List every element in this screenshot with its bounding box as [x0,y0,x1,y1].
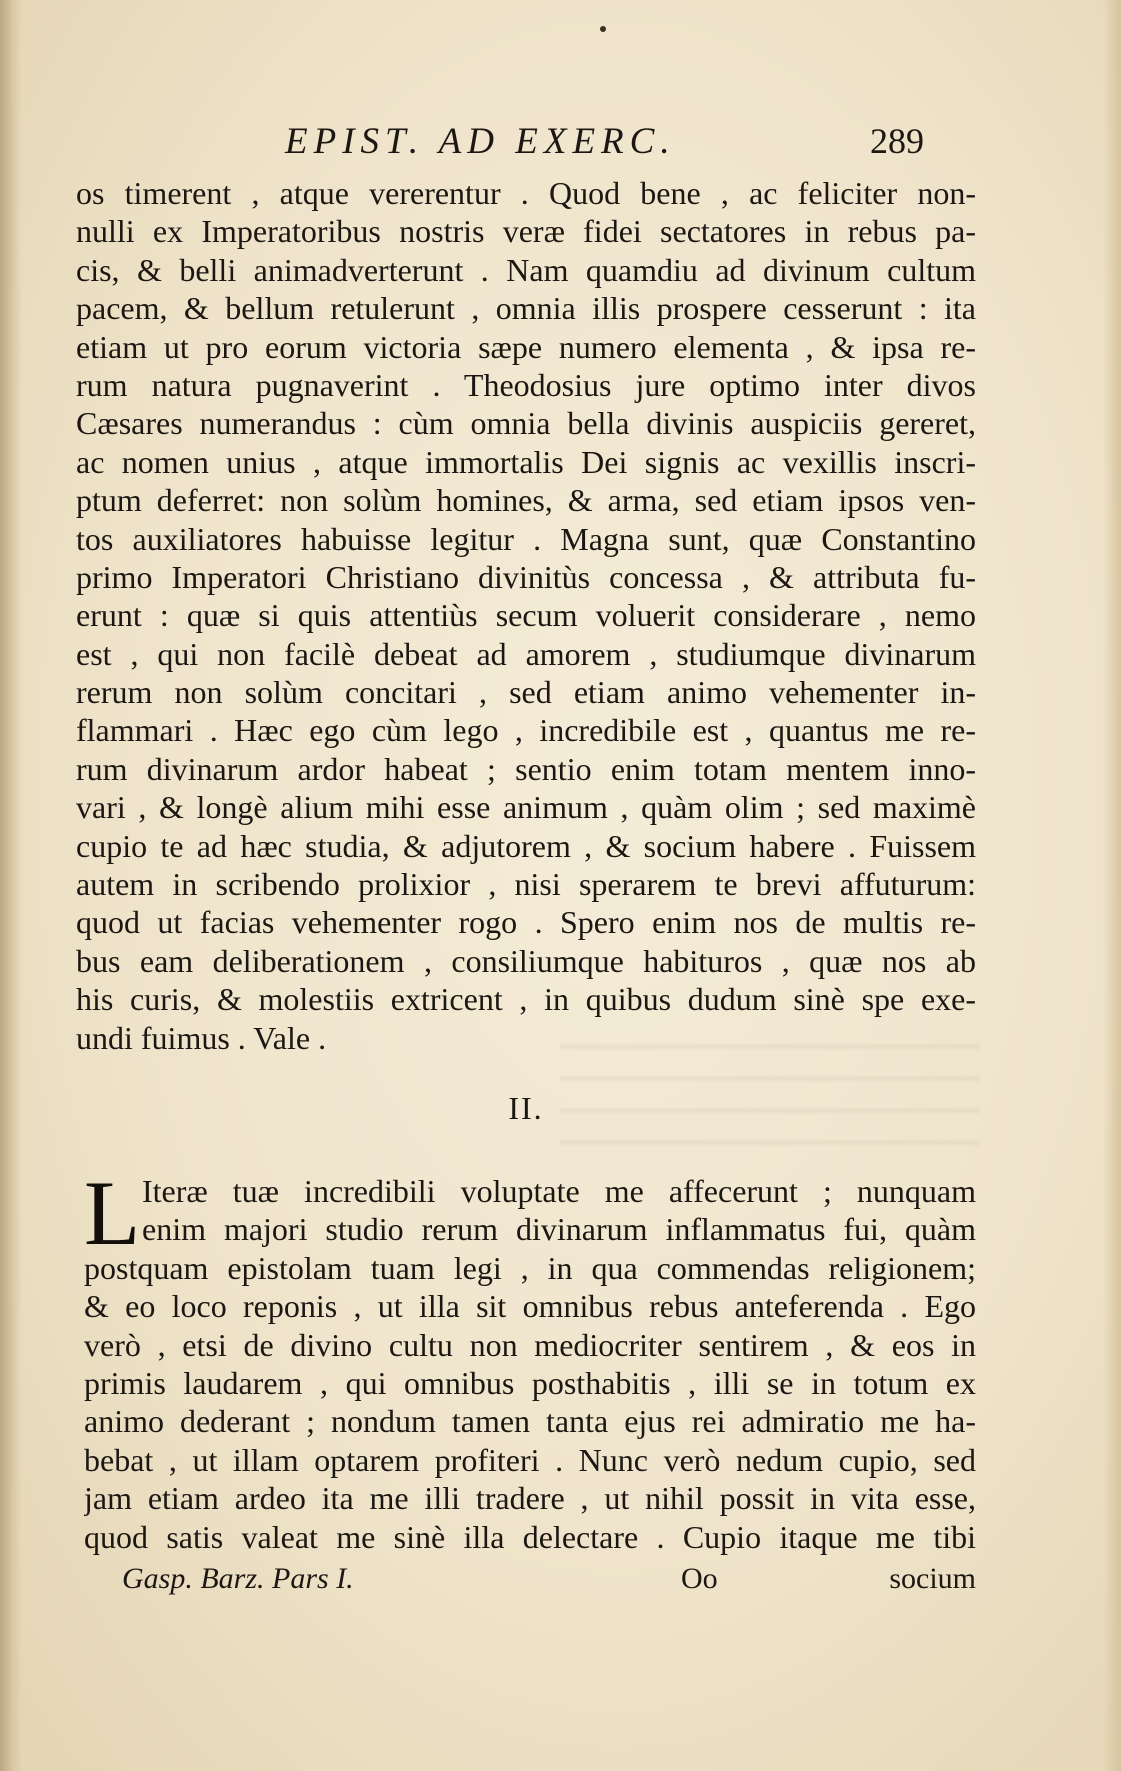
text-line: quod satis valeat me sinè illa delectare . Cupio itaque me tibi [84,1518,976,1555]
page-number: 289 [870,121,924,161]
text-line: nulli ex Imperatoribus nostris veræ fidei sectatores in rebus pa- [76,213,976,250]
signature-mark: Oo [681,1562,718,1595]
text-line: & eo loco reponis , ut illa sit omnibus rebus anteferenda . Ego [84,1288,976,1325]
text-line: enim majori studio rerum divinarum inflammatus fui, quàm [142,1211,976,1248]
text-line: rum natura pugnaverint . Theodosius jure optimo inter divos [76,366,976,403]
running-title: EPIST. AD EXERC. [285,121,676,162]
text-line: flammari . Hæc ego cùm lego , incredibile est , quantus me re- [76,712,976,749]
letter-one-text [76,174,976,1057]
catchword: socium [889,1562,976,1595]
text-line: ac nomen unius , atque immortalis Dei signis ac vexillis inscri- [76,443,976,480]
running-head [80,120,980,164]
gutter-shadow [0,0,22,1771]
text-line: os timerent , atque vererentur . Quod bene , ac feliciter non- [76,175,976,211]
page-edge-shadow [1103,0,1121,1771]
text-line: bus eam deliberationem , consiliumque habituros , quæ nos ab [76,942,976,979]
text-line: autem in scribendo prolixior , nisi sperarem te brevi affuturum: [76,866,976,903]
text-line: animo dederant ; nondum tamen tanta ejus rei admiratio me ha- [84,1403,976,1440]
page-footer [76,1562,976,1602]
text-line: cupio te ad hæc studia, & adjutorem , & socium habere . Fuissem [76,827,976,864]
text-line: cis, & belli animadverterunt . Nam quamdiu ad divinum cultum [76,251,976,288]
text-line: erunt : quæ si quis attentiùs secum voluerit considerare , nemo [76,597,976,634]
text-line: etiam ut pro eorum victoria sæpe numero elementa , & ipsa re- [76,328,976,365]
footer-source: Gasp. Barz. Pars I. [122,1562,354,1595]
text-line: jam etiam ardeo ita me illi tradere , ut nihil possit in vita esse, [84,1480,976,1517]
text-line: tos auxiliatores habuisse legitur . Magna sunt, quæ Constantino [76,520,976,557]
text-line: postquam epistolam tuam legi , in qua commendas religionem; [84,1249,976,1286]
text-line: quod ut facias vehementer rogo . Spero enim nos de multis re- [76,904,976,941]
text-line: verò , etsi de divino cultu non mediocriter sentirem , & eos in [84,1326,976,1363]
text-line: Cæsares numerandus : cùm omnia bella divinis auspiciis gereret, [76,405,976,442]
text-line: pacem, & bellum retulerunt , omnia illis prospere cesserunt : ita [76,290,976,327]
text-line: primis laudarem , qui omnibus posthabitis , illi se in totum ex [84,1364,976,1401]
drop-cap: L [84,1162,141,1264]
letter-two-text [84,1162,976,1556]
text-line: vari , & longè alium mihi esse animum , quàm olim ; sed maximè [76,789,976,826]
text-line-closing: undi fuimus . Vale . [76,1019,327,1056]
text-line: rum divinarum ardor habeat ; sentio enim totam mentem inno- [76,750,976,787]
section-numeral: II. [508,1090,544,1126]
text-line: Iteræ tuæ incredibili voluptate me affecerunt ; nunquam [142,1173,976,1209]
text-line: his curis, & molestiis extricent , in quibus dudum sinè spe exe- [76,981,976,1018]
text-line: ptum deferret: non solùm homines, & arma, sed etiam ipsos ven- [76,482,976,519]
text-line: primo Imperatori Christiano divinitùs concessa , & attributa fu- [76,558,976,595]
text-line: rerum non solùm concitari , sed etiam animo vehementer in- [76,674,976,711]
text-line: est , qui non facilè debeat ad amorem , studiumque divinarum [76,635,976,672]
ink-dot-mark [600,26,606,32]
text-line: bebat , ut illam optarem profiteri . Nunc verò nedum cupio, sed [84,1441,976,1478]
